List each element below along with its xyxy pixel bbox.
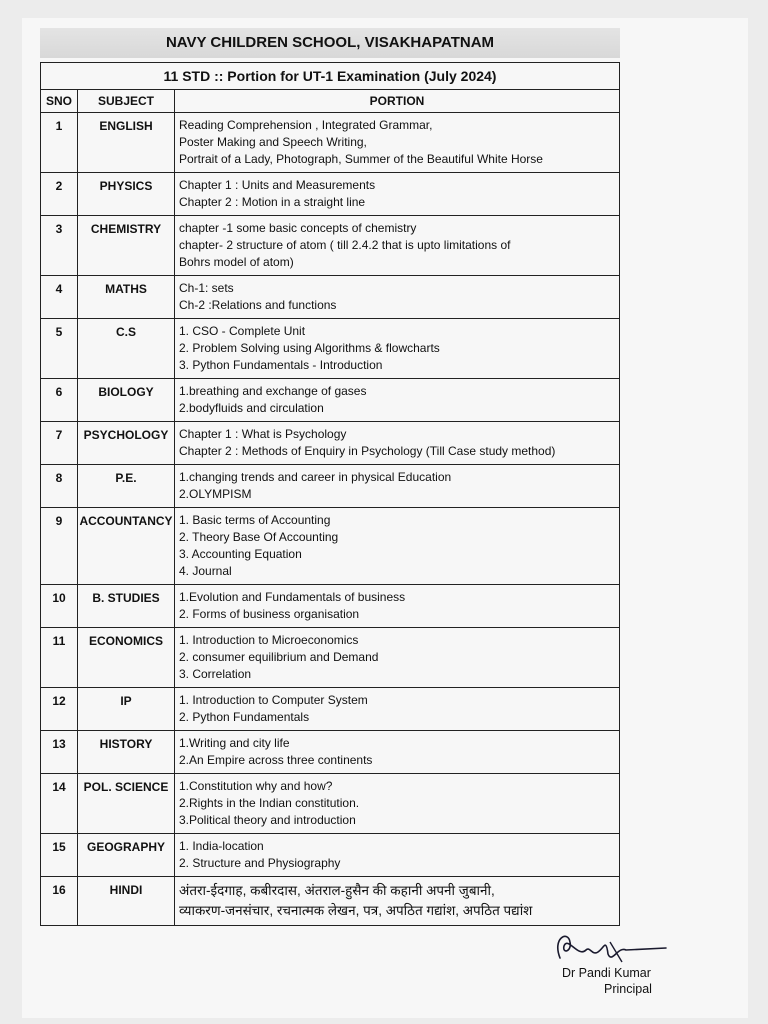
portion-line: 2.bodyfluids and circulation <box>179 401 324 415</box>
row-sno: 9 <box>41 508 78 585</box>
row-sno: 2 <box>41 173 78 216</box>
portion-line: 1.Writing and city life <box>179 736 290 750</box>
row-subject: ECONOMICS <box>78 628 175 688</box>
portion-line: अंतरा-ईदगाह, कबीरदास, अंतराल-हुसैन की कहानी अपनी जुबानी, <box>179 883 495 898</box>
row-portion <box>175 585 620 628</box>
portion-line: 1. Introduction to Microeconomics <box>179 633 359 647</box>
row-subject: IP <box>78 688 175 731</box>
column-header-portion: PORTION <box>175 90 620 113</box>
row-subject: CHEMISTRY <box>78 216 175 276</box>
table-row <box>41 628 620 688</box>
row-sno: 16 <box>41 877 78 926</box>
row-subject: P.E. <box>78 465 175 508</box>
table-row <box>41 173 620 216</box>
portion-line: 3. Correlation <box>179 667 252 681</box>
row-portion <box>175 422 620 465</box>
table-row <box>41 688 620 731</box>
principal-signature <box>548 928 668 968</box>
row-sno: 12 <box>41 688 78 731</box>
portion-line: Ch-1: sets <box>179 281 234 295</box>
row-portion <box>175 774 620 834</box>
row-portion <box>175 877 620 926</box>
portion-line: 3. Accounting Equation <box>179 547 302 561</box>
portion-line: 2. Python Fundamentals <box>179 710 310 724</box>
portion-table <box>40 62 620 926</box>
portion-line: chapter -1 some basic concepts of chemistry <box>179 221 417 235</box>
portion-line: 2. Structure and Physiography <box>179 856 341 870</box>
portion-line: 3.Political theory and introduction <box>179 813 356 827</box>
row-subject: C.S <box>78 319 175 379</box>
portion-line: Poster Making and Speech Writing, <box>179 135 367 149</box>
portion-line: 1.changing trends and career in physical Education <box>179 470 452 484</box>
portion-line: 1.Evolution and Fundamentals of business <box>179 590 406 604</box>
table-row <box>41 585 620 628</box>
portion-line: Reading Comprehension , Integrated Grammar, <box>179 118 433 132</box>
portion-line: 1. Introduction to Computer System <box>179 693 368 707</box>
row-subject: MATHS <box>78 276 175 319</box>
portion-line: 1. India-location <box>179 839 264 853</box>
portion-line: 1. Basic terms of Accounting <box>179 513 331 527</box>
portion-line: 4. Journal <box>179 564 232 578</box>
table-row <box>41 508 620 585</box>
row-subject: HINDI <box>78 877 175 926</box>
signatory-title: Principal <box>604 982 652 996</box>
row-sno: 3 <box>41 216 78 276</box>
portion-line: Bohrs model of atom) <box>179 255 294 269</box>
row-sno: 11 <box>41 628 78 688</box>
table-row <box>41 276 620 319</box>
row-sno: 1 <box>41 113 78 173</box>
portion-line: 2.An Empire across three continents <box>179 753 373 767</box>
row-portion <box>175 113 620 173</box>
table-row <box>41 731 620 774</box>
row-sno: 5 <box>41 319 78 379</box>
row-subject: GEOGRAPHY <box>78 834 175 877</box>
table-row <box>41 465 620 508</box>
portion-line: Chapter 2 : Methods of Enquiry in Psychology (Till Case study method) <box>179 444 556 458</box>
row-portion <box>175 688 620 731</box>
row-portion <box>175 276 620 319</box>
portion-line: Chapter 1 : What is Psychology <box>179 427 347 441</box>
row-portion <box>175 628 620 688</box>
table-row <box>41 877 620 926</box>
row-portion <box>175 834 620 877</box>
row-sno: 8 <box>41 465 78 508</box>
row-portion <box>175 465 620 508</box>
portion-line: Ch-2 :Relations and functions <box>179 298 337 312</box>
portion-line: 2.OLYMPISM <box>179 487 252 501</box>
portion-line: Portrait of a Lady, Photograph, Summer of the Beautiful White Horse <box>179 152 543 166</box>
column-header-subject: SUBJECT <box>78 90 175 113</box>
portion-line: 2.Rights in the Indian constitution. <box>179 796 360 810</box>
row-portion <box>175 173 620 216</box>
portion-line: Chapter 1 : Units and Measurements <box>179 178 376 192</box>
exam-title: 11 STD :: Portion for UT-1 Examination (July 2024) <box>41 63 620 90</box>
portion-line: chapter- 2 structure of atom ( till 2.4.2 that is upto limitations of <box>179 238 511 252</box>
table-row <box>41 319 620 379</box>
portion-line: 2. consumer equilibrium and Demand <box>179 650 379 664</box>
row-subject: PSYCHOLOGY <box>78 422 175 465</box>
row-sno: 15 <box>41 834 78 877</box>
table-row <box>41 379 620 422</box>
row-sno: 10 <box>41 585 78 628</box>
row-sno: 7 <box>41 422 78 465</box>
signatory-name: Dr Pandi Kumar <box>562 966 651 980</box>
row-sno: 14 <box>41 774 78 834</box>
row-subject: POL. SCIENCE <box>78 774 175 834</box>
row-subject: PHYSICS <box>78 173 175 216</box>
row-portion <box>175 216 620 276</box>
row-sno: 13 <box>41 731 78 774</box>
row-subject: B. STUDIES <box>78 585 175 628</box>
portion-line: 1.Constitution why and how? <box>179 779 333 793</box>
row-subject: ENGLISH <box>78 113 175 173</box>
row-subject: BIOLOGY <box>78 379 175 422</box>
table-row <box>41 216 620 276</box>
school-name: NAVY CHILDREN SCHOOL, VISAKHAPATNAM <box>40 28 620 58</box>
row-sno: 6 <box>41 379 78 422</box>
row-portion <box>175 319 620 379</box>
table-body <box>41 113 620 926</box>
table-row <box>41 774 620 834</box>
row-subject: HISTORY <box>78 731 175 774</box>
row-portion <box>175 731 620 774</box>
row-subject: ACCOUNTANCY <box>78 508 175 585</box>
row-portion <box>175 379 620 422</box>
portion-line: 2. Problem Solving using Algorithms & flowcharts <box>179 341 440 355</box>
row-sno: 4 <box>41 276 78 319</box>
table-row <box>41 113 620 173</box>
row-portion <box>175 508 620 585</box>
portion-line: Chapter 2 : Motion in a straight line <box>179 195 366 209</box>
portion-line: 2. Forms of business organisation <box>179 607 360 621</box>
portion-line: 3. Python Fundamentals - Introduction <box>179 358 383 372</box>
portion-line: 1.breathing and exchange of gases <box>179 384 367 398</box>
portion-line: व्याकरण-जनसंचार, रचनात्मक लेखन, पत्र, अपठित गद्यांश, अपठित पद्यांश <box>179 903 533 918</box>
table-row <box>41 834 620 877</box>
portion-line: 1. CSO - Complete Unit <box>179 324 306 338</box>
column-header-sno: SNO <box>41 90 78 113</box>
portion-line: 2. Theory Base Of Accounting <box>179 530 339 544</box>
table-row <box>41 422 620 465</box>
